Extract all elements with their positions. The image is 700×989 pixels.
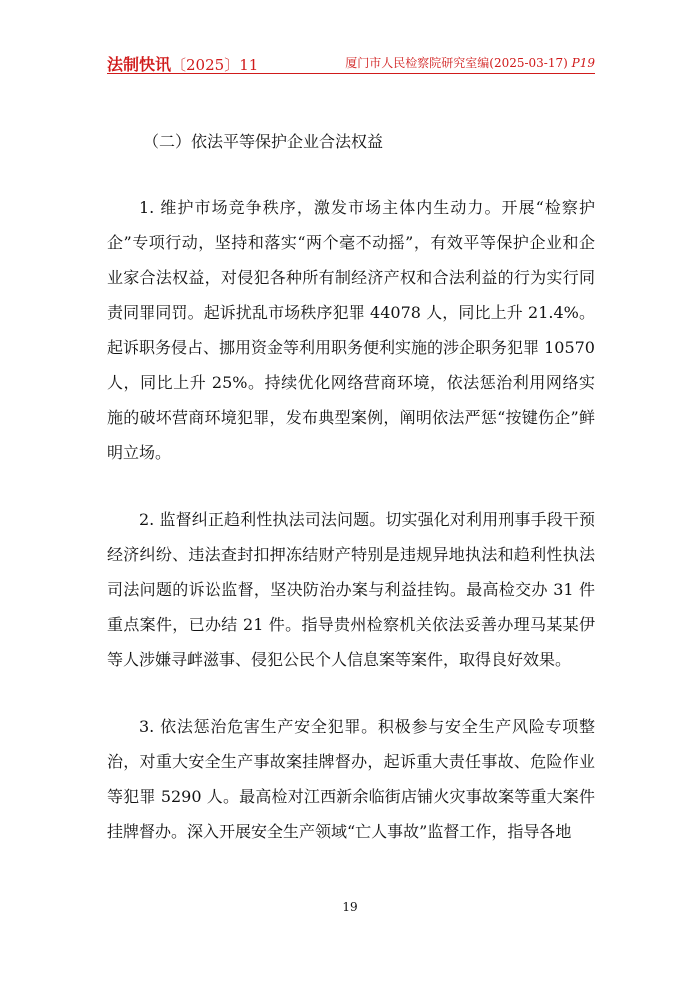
section-heading: （二）依法平等保护企业合法权益 <box>143 132 384 151</box>
header-source <box>345 54 595 71</box>
document-body <box>107 125 595 881</box>
source-label: 厦门市人民检察院研究室编(2025-03-17) <box>345 56 568 70</box>
paragraph-2: 2. 监督纠正趋利性执法司法问题。切实强化对利用刑事手段干预经济纠纷、违法查封扣押冻结财产特别是违规异地执法和趋利性执法司法问题的诉讼监督，坚决防治办案与利益挂钩。最高检交办 31 件重点案件，已办结 21 件。指导贵州检察机关依法妥善办理马某某伊等人涉嫌寻衅滋事、侵犯公民个人信息案等案件，取得良好效果。 <box>107 510 595 669</box>
page-header <box>107 52 595 74</box>
page-tag: P19 <box>571 56 595 70</box>
publication-title: 法制快讯 <box>107 55 172 74</box>
issue-number: 〔2025〕11 <box>171 56 259 74</box>
paragraph-1: 1. 维护市场竞争秩序，激发市场主体内生动力。开展“检察护企”专项行动，坚持和落实“两个毫不动摇”，有效平等保护企业和企业家合法权益，对侵犯各种所有制经济产权和合法利益的行为实行同责同罪同罚。起诉扰乱市场秩序犯罪 44078 人，同比上升 21.4%。起诉职务侵占、挪用资金等利用职务便利实施的涉企职务犯罪 10570 人，同比上升 25%。持续优化网络营商环境，依法惩治利用网络实施的破坏营商环境犯罪，发布典型案例，阐明依法严惩“按键伤企”鲜明立场。 <box>107 198 595 462</box>
page-number: 19 <box>342 900 358 914</box>
header-divider <box>107 73 595 74</box>
header-publication <box>107 52 258 75</box>
paragraph-3: 3. 依法惩治危害生产安全犯罪。积极参与安全生产风险专项整治，对重大安全生产事故案挂牌督办，起诉重大责任事故、危险作业等犯罪 5290 人。最高检对江西新余临街店铺火灾事故案等重大案件挂牌督办。深入开展安全生产领域“亡人事故”监督工作，指导各地 <box>107 717 595 841</box>
